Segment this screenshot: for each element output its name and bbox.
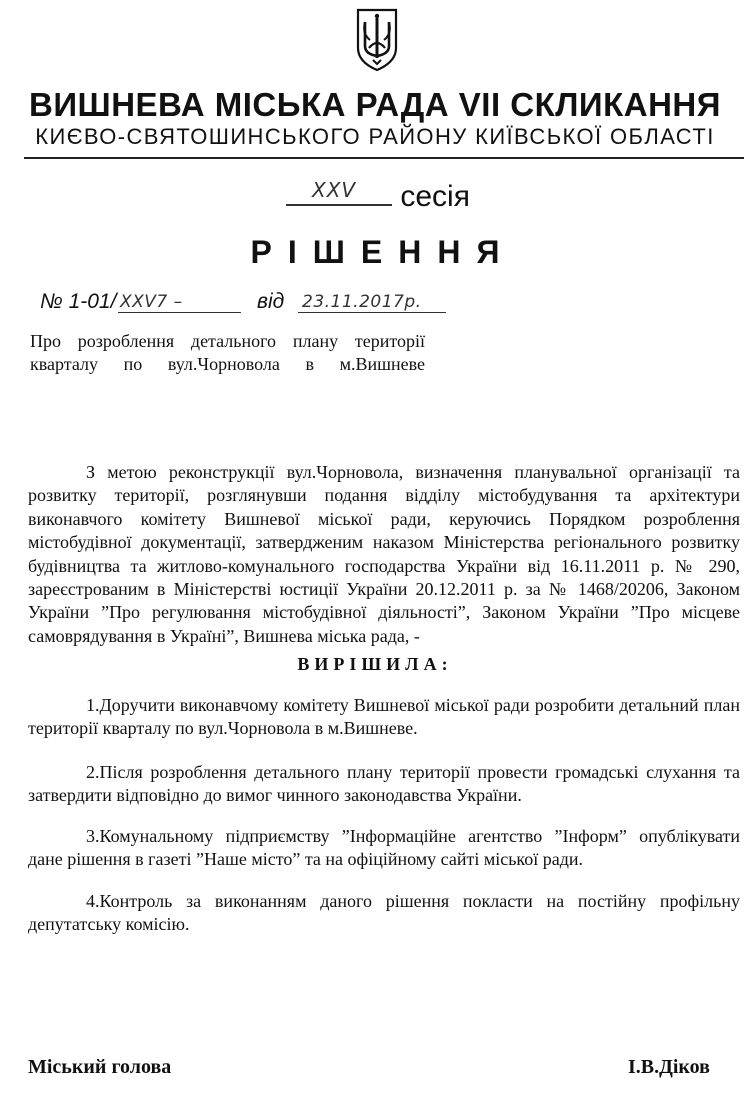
decision-date-label: від <box>257 290 285 313</box>
decision-number-line <box>40 288 460 318</box>
session-number-field <box>286 178 392 206</box>
signatory-name: І.В.Діков <box>627 1056 710 1078</box>
session-label: сесія <box>400 180 470 213</box>
subject-line-2: кварталу по вул.Чорновола в м.Вишневе <box>30 354 425 374</box>
session-line <box>286 178 506 214</box>
header-divider <box>24 157 744 159</box>
resolution-item-3: 3.Комунальному підприємству ”Інформаційне агентство ”Інформ” опублікувати дане рішення в газеті ”Наше місто” та на офіційному сайті міської ради. <box>28 826 740 870</box>
district-name: КИЄВО-СВЯТОШИНСЬКОГО РАЙОНУ КИЇВСЬКОЇ ОБЛАСТІ <box>35 124 715 149</box>
resolved-heading: ВИРІШИЛА: <box>297 654 453 674</box>
subject-line-1: Про розроблення детального плану території <box>30 331 425 351</box>
coat-of-arms-trident-icon <box>354 8 400 72</box>
decision-number-handwritten: XXV7 – <box>120 292 183 312</box>
resolution-item-4: 4.Контроль за виконанням даного рішення покласти на постійну профільну депутатську комісію. <box>28 891 740 935</box>
signatory-position: Міський голова <box>28 1056 172 1078</box>
session-number-handwritten: XXV <box>312 178 357 202</box>
resolution-item-2: 2.Після розроблення детального плану території провести громадські слухання та затвердити відповідно до вимог чинного законодавства України. <box>28 762 740 806</box>
decision-title: РІШЕННЯ <box>250 234 516 270</box>
decision-number-blank <box>118 312 241 313</box>
decision-date-handwritten: 23.11.2017р. <box>302 292 422 312</box>
preamble-paragraph: З метою реконструкції вул.Чорновола, визначення планувальної організації та розвитку території, розглянувши подання відділу містобудування та архітектури виконавчого комітету Вишневої міської ради, керуючись Порядком розроблення містобудівної документації, затвердженим наказом Міністерства регіонального розвитку будівництва та житлово-комунального господарства України від 16.11.2011 р. № 290, зареєстрованим в Міністерстві юстиції України 20.12.2011 р. за № 1468/20206, Законом України ”Про регулювання містобудівної діяльності”, Законом України ”Про місцеве самоврядування в Україні”, Вишнева міська рада, - <box>28 462 740 646</box>
decision-date-blank <box>298 312 446 313</box>
decision-number-prefix: № 1-01/ <box>40 290 117 313</box>
council-name: ВИШНЕВА МІСЬКА РАДА VII СКЛИКАННЯ <box>29 86 721 123</box>
resolution-item-1: 1.Доручити виконавчому комітету Вишневої міської ради розробити детальний план території кварталу по вул.Чорновола в м.Вишневе. <box>28 695 740 739</box>
decision-subject <box>30 330 425 376</box>
